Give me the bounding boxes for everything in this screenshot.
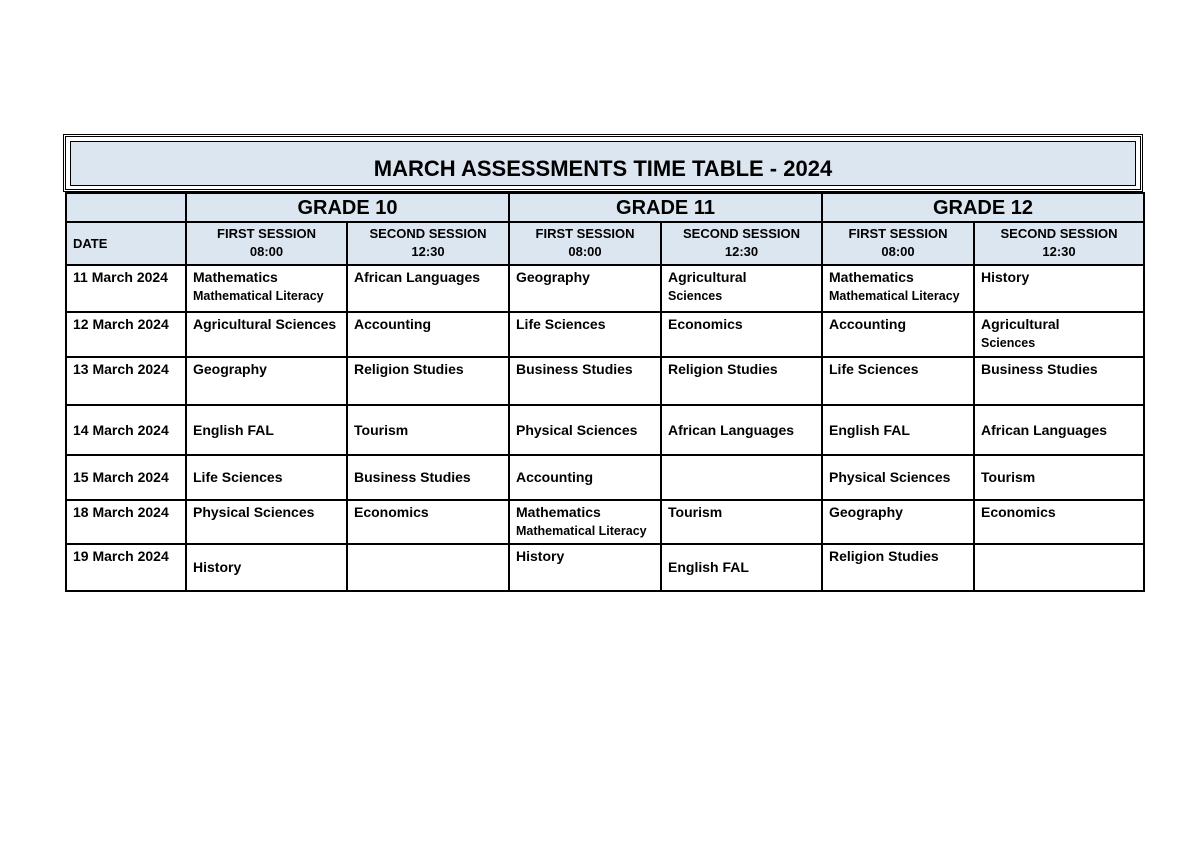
subject-name: Geography (193, 361, 267, 377)
subject-cell (509, 544, 661, 591)
subject-cell (186, 544, 347, 591)
subject-name: Agricultural (668, 269, 747, 285)
subject-subline: Sciences (981, 336, 1036, 350)
subject-name: Physical Sciences (516, 421, 638, 438)
subject-name: Life Sciences (829, 361, 919, 377)
session-time: 12:30 (411, 244, 445, 259)
subject-cell (186, 455, 347, 500)
date-cell: 15 March 2024 (66, 455, 186, 500)
table-row (66, 405, 1144, 455)
table-row (66, 500, 1144, 544)
subject-name: History (981, 269, 1030, 285)
subject-name: Geography (829, 504, 903, 520)
subject-cell (186, 312, 347, 357)
session-header-second (347, 222, 509, 265)
subject-name: Physical Sciences (829, 469, 951, 485)
subject-cell (347, 405, 509, 455)
subject-cell (974, 544, 1144, 591)
date-cell: 11 March 2024 (66, 265, 186, 312)
timetable (65, 192, 1145, 592)
timetable-body (66, 265, 1144, 591)
session-header-first (509, 222, 661, 265)
subject-name: Religion Studies (354, 361, 464, 377)
subject-name: Business Studies (981, 361, 1098, 377)
subject-cell (509, 312, 661, 357)
subject-name: Business Studies (516, 361, 633, 377)
session-label: SECOND SESSION (1000, 226, 1118, 241)
grade-10-header: GRADE 10 (186, 193, 509, 222)
subject-name: Agricultural Sciences (193, 316, 337, 332)
subject-name: Mathematics (193, 269, 278, 285)
session-label: FIRST SESSION (848, 226, 948, 241)
subject-name: Economics (354, 504, 429, 520)
subject-cell (186, 357, 347, 405)
grade-header-row (66, 193, 1144, 222)
session-label: SECOND SESSION (369, 226, 487, 241)
subject-cell (822, 405, 974, 455)
subject-subline: Mathematical Literacy (193, 289, 324, 303)
subject-cell (186, 500, 347, 544)
subject-name: Business Studies (354, 469, 471, 485)
session-header-row (66, 222, 1144, 265)
date-cell: 12 March 2024 (66, 312, 186, 357)
session-label: FIRST SESSION (535, 226, 635, 241)
session-label: FIRST SESSION (217, 226, 316, 241)
subject-cell (822, 455, 974, 500)
table-row (66, 265, 1144, 312)
subject-name: Physical Sciences (193, 504, 315, 520)
subject-name: African Languages (668, 421, 795, 438)
subject-cell (347, 500, 509, 544)
subject-cell (509, 500, 661, 544)
subject-cell (661, 405, 822, 455)
subject-name: Accounting (829, 316, 906, 332)
subject-name: African Languages (354, 269, 481, 285)
date-cell: 14 March 2024 (66, 405, 186, 455)
subject-cell (661, 500, 822, 544)
subject-cell (974, 500, 1144, 544)
title-box (63, 134, 1143, 192)
subject-cell (186, 405, 347, 455)
table-row (66, 357, 1144, 405)
subject-cell (822, 500, 974, 544)
subject-cell (661, 312, 822, 357)
session-header-first (822, 222, 974, 265)
session-time: 08:00 (881, 244, 915, 259)
table-row (66, 312, 1144, 357)
subject-cell (974, 265, 1144, 312)
subject-cell (974, 357, 1144, 405)
subject-cell (347, 544, 509, 591)
subject-cell (822, 357, 974, 405)
subject-cell (661, 357, 822, 405)
subject-cell (661, 265, 822, 312)
blank-header-cell (66, 193, 186, 222)
subject-name: English FAL (193, 421, 274, 438)
subject-subline: Mathematical Literacy (516, 524, 647, 538)
subject-subline: Sciences (668, 289, 723, 303)
subject-cell (509, 265, 661, 312)
subject-cell (347, 357, 509, 405)
session-time: 08:00 (249, 244, 284, 259)
subject-name: English FAL (668, 559, 749, 575)
session-time: 08:00 (568, 244, 602, 259)
subject-name: Religion Studies (829, 548, 939, 564)
subject-name: Religion Studies (668, 361, 778, 377)
session-time: 12:30 (1042, 244, 1076, 259)
date-cell: 18 March 2024 (66, 500, 186, 544)
session-header-second (661, 222, 822, 265)
subject-name: Economics (668, 316, 743, 332)
date-header: DATE (66, 222, 186, 265)
subject-name: Tourism (668, 504, 723, 520)
subject-name: History (193, 559, 242, 575)
grade-12-header: GRADE 12 (822, 193, 1144, 222)
subject-cell (822, 312, 974, 357)
subject-name: Life Sciences (516, 316, 606, 332)
table-row (66, 544, 1144, 591)
subject-cell (347, 265, 509, 312)
session-time: 12:30 (724, 244, 759, 259)
subject-cell (661, 544, 822, 591)
subject-name: African Languages (981, 421, 1108, 438)
subject-cell (974, 455, 1144, 500)
table-row (66, 455, 1144, 500)
subject-cell (509, 455, 661, 500)
subject-cell (347, 455, 509, 500)
subject-cell (822, 544, 974, 591)
subject-name: Agricultural (981, 316, 1060, 332)
subject-cell (974, 312, 1144, 357)
subject-name: Accounting (354, 316, 431, 332)
subject-cell (186, 265, 347, 312)
subject-name: English FAL (829, 421, 910, 438)
date-cell: 13 March 2024 (66, 357, 186, 405)
subject-name: Life Sciences (193, 469, 283, 485)
subject-cell (347, 312, 509, 357)
subject-name: Accounting (516, 469, 593, 485)
subject-cell (822, 265, 974, 312)
date-cell: 19 March 2024 (66, 544, 186, 591)
subject-subline: Mathematical Literacy (829, 289, 960, 303)
subject-cell (661, 455, 822, 500)
session-header-second (974, 222, 1144, 265)
subject-cell (974, 405, 1144, 455)
session-header-first (186, 222, 347, 265)
page-title: MARCH ASSESSMENTS TIME TABLE - 2024 (70, 141, 1136, 186)
subject-name: Geography (516, 269, 590, 285)
session-label: SECOND SESSION (682, 226, 801, 241)
subject-name: History (516, 548, 565, 564)
subject-name: Mathematics (516, 504, 601, 520)
subject-name: Tourism (981, 469, 1036, 485)
subject-name: Mathematics (829, 269, 914, 285)
subject-cell (509, 405, 661, 455)
grade-11-header: GRADE 11 (509, 193, 822, 222)
subject-name: Economics (981, 504, 1056, 520)
subject-name: Tourism (354, 421, 409, 438)
subject-cell (509, 357, 661, 405)
